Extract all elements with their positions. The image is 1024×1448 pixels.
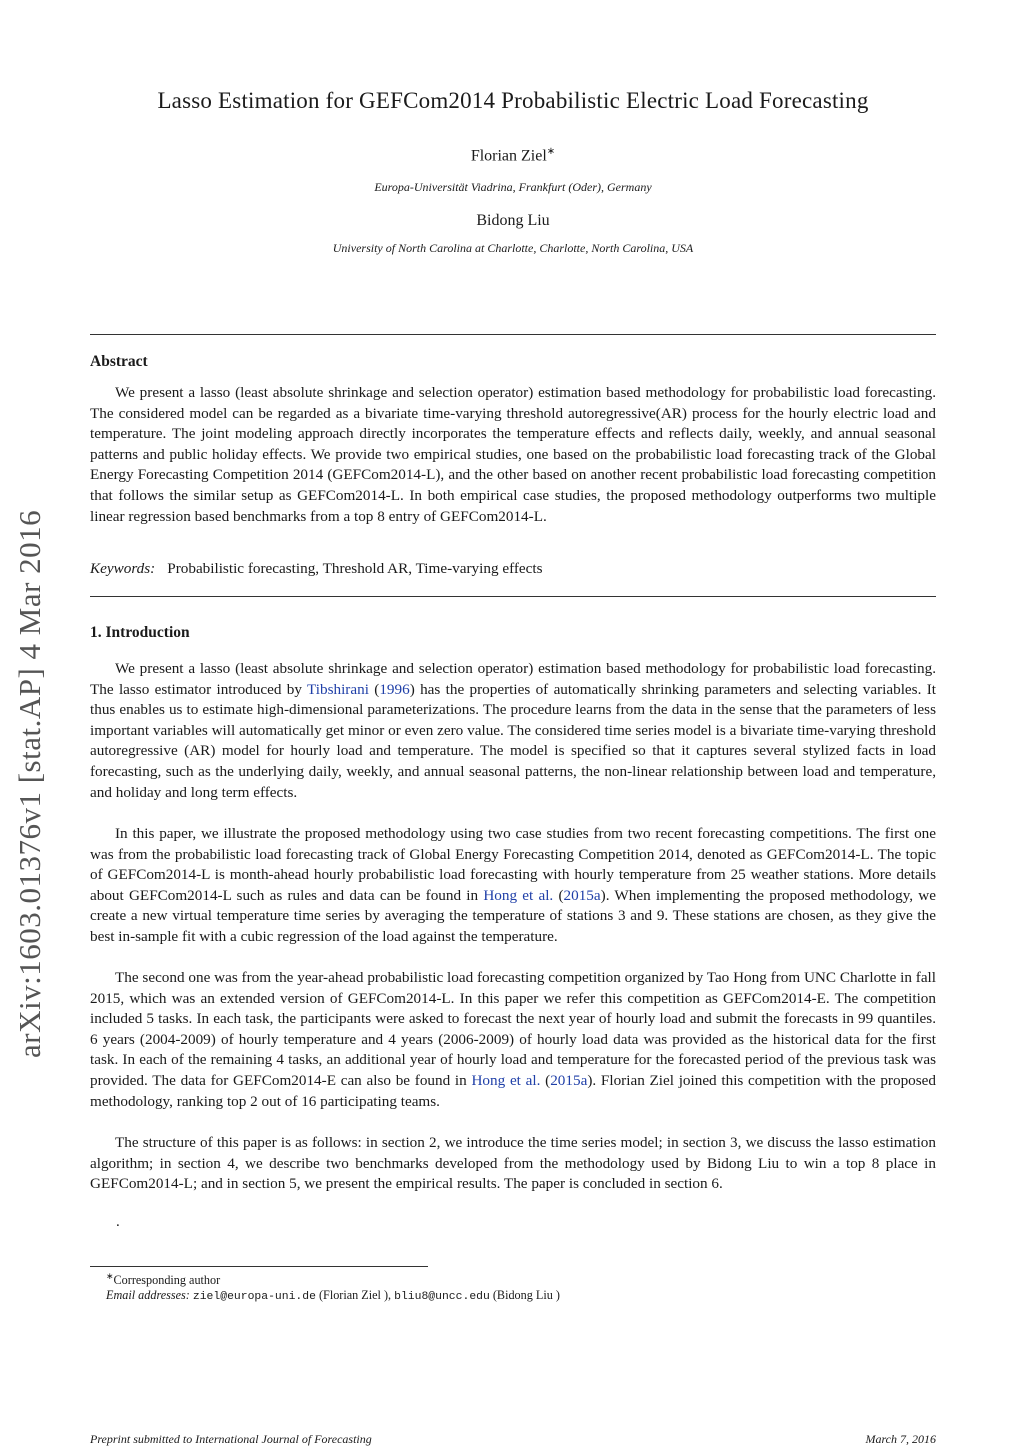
abstract-text: We present a lasso (least absolute shrinkage and selection operator) estimation based methodology for probabilistic load forecasting. The considered model can be regarded as a bivariate time-varying threshold autoregressive(AR) process for the hourly electric load and temperature. The joint modeling approach directly incorporates the temperature effects and reflects daily, weekly, and annual seasonal patterns and public holiday effects. We provide two empirical studies, one based on the probabilistic load forecasting track of the Global Energy Forecasting Competition 2014 (GEFCom2014-L), and the other based on another recent probabilistic load forecasting competition that follows the similar setup as GEFCom2014-L. In both empirical case studies, the proposed methodology outperforms two multiple linear regression based benchmarks from a top 8 entry of GEFCom2014-L. — [90, 384, 936, 525]
footer-date: March 7, 2016 — [865, 1432, 936, 1446]
arxiv-stamp: arXiv:1603.01376v1 [stat.AP] 4 Mar 2016 — [12, 509, 47, 1058]
intro-p2-paren: ( — [553, 886, 564, 904]
author-1 — [90, 146, 936, 165]
citation-tibshirani-link[interactable]: Tibshirani — [307, 680, 369, 698]
intro-p2-text-a: In this paper, we illustrate the proposed methodology using two case studies from two recent forecasting competitions. The first one was from the probabilistic load forecasting track of Global Energy Forecasting Competition 2014, denoted as GEFCom2014-L. The topic of GEFCom2014-L is month-ahead hourly probabilistic load forecasting with hourly temperature from 25 weather stations. More details about GEFCom2014-L such as rules and data can be found in — [90, 825, 936, 904]
intro-p2-text-b: ). When implementing the proposed methodology, we create a new virtual temperature time series by averaging the temperature of stations 3 and 9. These stations are chosen, as they give the best in-sample fit with a cubic regression of the load against the temperature. — [90, 886, 937, 945]
abstract-heading: Abstract — [90, 353, 148, 370]
intro-paragraph-2 — [90, 824, 936, 948]
citation-hong-link-2[interactable]: Hong et al. — [471, 1071, 541, 1089]
abstract-top-rule — [90, 334, 936, 335]
footnote-emails — [106, 1288, 560, 1303]
section-heading-introduction: 1. Introduction — [90, 624, 190, 641]
keywords — [90, 560, 543, 578]
keywords-text: Probabilistic forecasting, Threshold AR, Time-varying effects — [167, 560, 543, 577]
intro-paragraph-1 — [90, 659, 936, 803]
author-2 — [90, 212, 936, 230]
intro-p3-text-a: The second one was from the year-ahead probabilistic load forecasting competition organized by Tao Hong from UNC Charlotte in fall 2015, which was an extended version of GEFCom2014-L. In this paper we refer this competition as GEFCom2014-E. The competition included 5 tasks. In each task, the participants were asked to forecast the next year of hourly load and submit the forecasts in 99 quantiles. 6 years (2004-2009) of hourly temperature and 4 years (2006-2009) of hourly load data was provided as the historical data for the first task. In each of the remaining 4 tasks, an additional year of hourly load and temperature for the forecasted period of the previous task was provided. The data for GEFCom2014-E can also be found in — [90, 969, 936, 1089]
intro-p1-paren: ( — [368, 680, 380, 698]
intro-p1-text-a: We present a lasso (least absolute shrinkage and selection operator) estimation based methodology for probabilistic load forecasting. The lasso estimator introduced by — [90, 660, 936, 698]
footnote-mark: ∗ — [106, 1271, 114, 1281]
email-liu-name: (Bidong Liu ) — [489, 1288, 560, 1302]
abstract-bottom-rule — [90, 596, 936, 597]
intro-p3-text-b: ). Florian Ziel joined this competition with the proposed methodology, ranking top 2 out of 16 participating teams. — [90, 1071, 937, 1110]
citation-hong-link[interactable]: Hong et al. — [483, 886, 554, 904]
footnote-rule — [90, 1266, 428, 1267]
author-2-name: Bidong Liu — [476, 212, 550, 229]
citation-hong-year-link[interactable]: 2015a — [563, 886, 601, 904]
email-label: Email addresses: — [106, 1288, 190, 1302]
footer-journal: Preprint submitted to International Journal of Forecasting — [90, 1432, 372, 1446]
keywords-label: Keywords: — [90, 560, 156, 577]
author-1-affiliation: Europa-Universität Viadrina, Frankfurt (Oder), Germany — [374, 180, 652, 194]
author-2-affiliation: University of North Carolina at Charlotte, Charlotte, North Carolina, USA — [332, 241, 694, 255]
email-ziel-link[interactable]: ziel@europa-uni.de — [192, 1291, 316, 1303]
email-liu-link[interactable]: bliu8@uncc.edu — [394, 1291, 490, 1303]
intro-paragraph-3 — [90, 968, 936, 1112]
author-1-mark: ∗ — [546, 146, 556, 157]
intro-p1-text-b: ) has the properties of automatically shrinking parameters and selecting variables. It thus enables us to estimate high-dimensional parameterizations. The procedure learns from the data in the sense that the parameters of less important variables will automatically get minor or even zero value. The considered time series model is a bivariate time-varying threshold autoregressive (AR) model for hourly load and temperature. The model is specified so that it captures several stylized facts in load forecasting, such as the underlying daily, weekly, and annual seasonal patterns, the non-linear relationship between load and temperature, and holiday and long term effects. — [90, 680, 936, 801]
paper-title: Lasso Estimation for GEFCom2014 Probabilistic Electric Load Forecasting — [157, 88, 869, 113]
email-ziel-name: (Florian Ziel ), — [315, 1288, 395, 1302]
trailing-dot: . — [116, 1214, 120, 1230]
intro-p3-paren: ( — [540, 1071, 551, 1089]
footnote-corresponding — [106, 1271, 220, 1288]
author-1-name: Florian Ziel — [470, 147, 547, 165]
footnote-corresponding-text: Corresponding author — [113, 1273, 221, 1288]
intro-paragraph-4: The structure of this paper is as follows: in section 2, we introduce the time series model; in section 3, we discuss the lasso estimation algorithm; in section 4, we describe two benchmarks developed from the methodology used by Bidong Liu to win a top 8 place in GEFCom2014-L; and in section 5, we present the empirical results. The paper is concluded in section 6. — [90, 1134, 936, 1193]
citation-hong-year-link-2[interactable]: 2015a — [550, 1071, 588, 1089]
citation-tibshirani-year-link[interactable]: 1996 — [379, 680, 410, 698]
